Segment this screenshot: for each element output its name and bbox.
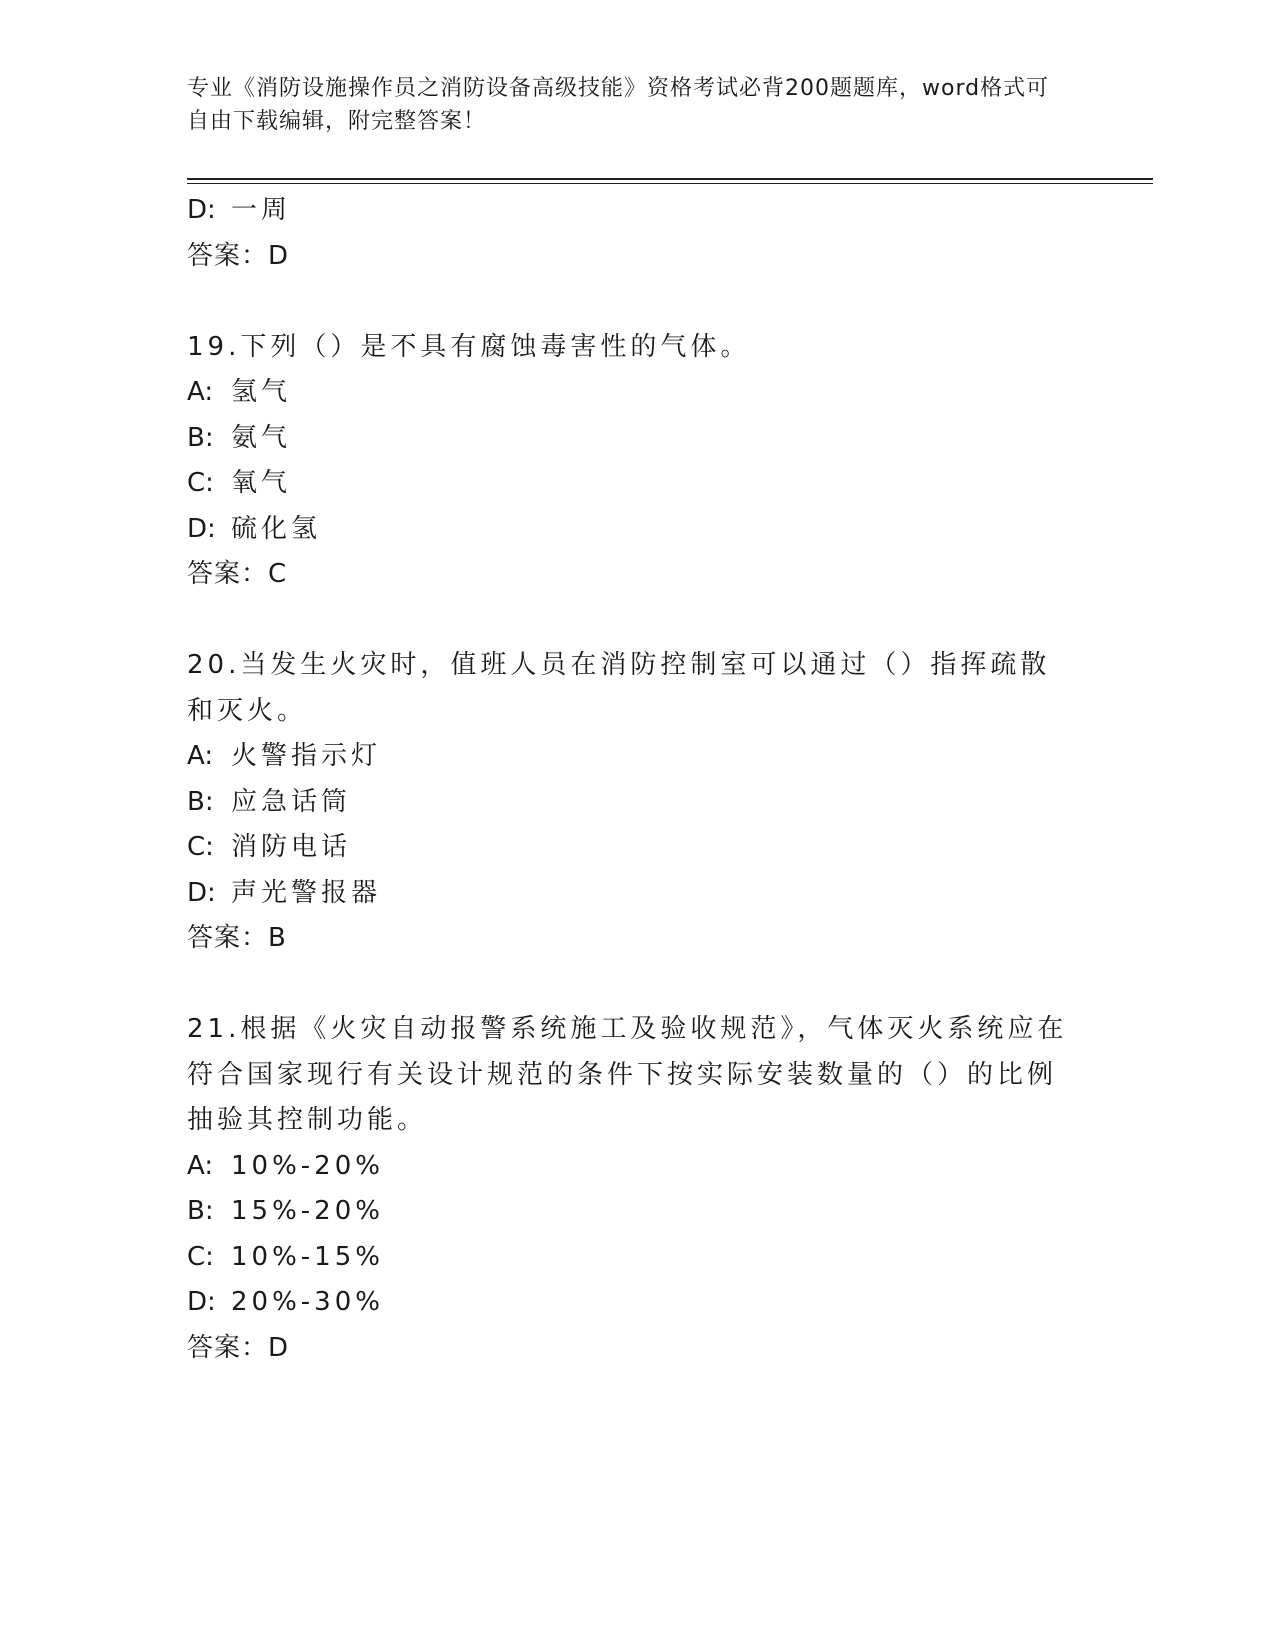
option-text: 10%-20% [231, 1150, 384, 1181]
option-item [187, 1144, 1077, 1190]
question-text: 20.当发生火灾时，值班人员在消防控制室可以通过（）指挥疏散和灭火。 [187, 650, 1051, 726]
option-item [187, 1280, 1077, 1326]
option-key: D: [187, 513, 216, 544]
option-text: 氢气 [231, 377, 292, 407]
option-item [187, 188, 1077, 234]
option-item [187, 1189, 1077, 1235]
option-item [187, 734, 1077, 780]
header-divider-thick [187, 178, 1153, 180]
option-text: 硫化氢 [231, 513, 322, 544]
option-text: 消防电话 [231, 832, 352, 862]
answer-line: 答案：D [187, 240, 290, 271]
option-item [187, 370, 1077, 416]
answer-line: 答案：C [187, 559, 288, 589]
option-key: C: [187, 1241, 214, 1272]
answer-line: 答案：D [187, 1332, 290, 1363]
option-key: A: [187, 741, 214, 771]
option-key: A: [187, 1150, 214, 1181]
option-text: 声光警报器 [231, 877, 382, 908]
page-header: 专业《消防设施操作员之消防设备高级技能》资格考试必背200题题库，word格式可自由下载编辑，附完整答案！ [187, 76, 1050, 134]
option-item [187, 780, 1077, 826]
option-key: A: [187, 377, 214, 407]
question-text: 21.根据《火灾自动报警系统施工及验收规范》，气体灭火系统应在符合国家现行有关设计规范的条件下按实际安装数量的（）的比例抽验其控制功能。 [187, 1014, 1068, 1135]
spacer [187, 279, 1077, 325]
option-key: D: [187, 877, 216, 908]
option-item [187, 871, 1077, 917]
option-text: 氧气 [231, 468, 292, 498]
header-divider-thin [187, 183, 1153, 184]
option-item [187, 507, 1077, 553]
option-text: 15%-20% [231, 1196, 384, 1226]
option-item [187, 416, 1077, 462]
spacer [187, 598, 1077, 644]
option-text: 20%-30% [231, 1287, 384, 1317]
option-text: 应急话筒 [231, 786, 352, 817]
option-text: 一周 [231, 195, 292, 225]
option-text: 氨气 [231, 422, 292, 453]
option-item [187, 825, 1077, 871]
option-key: B: [187, 422, 214, 453]
option-key: D: [187, 1287, 216, 1317]
option-text: 10%-15% [231, 1241, 384, 1272]
option-key: B: [187, 786, 214, 817]
option-item [187, 461, 1077, 507]
option-key: C: [187, 468, 214, 498]
option-key: B: [187, 1196, 214, 1226]
question-text: 19.下列（）是不具有腐蚀毒害性的气体。 [187, 331, 751, 362]
spacer [187, 962, 1077, 1008]
option-key: D: [187, 195, 216, 225]
option-text: 火警指示灯 [231, 741, 382, 771]
option-key: C: [187, 832, 214, 862]
answer-line: 答案：B [187, 923, 287, 953]
option-item [187, 1235, 1077, 1281]
question-content [187, 188, 1077, 1371]
